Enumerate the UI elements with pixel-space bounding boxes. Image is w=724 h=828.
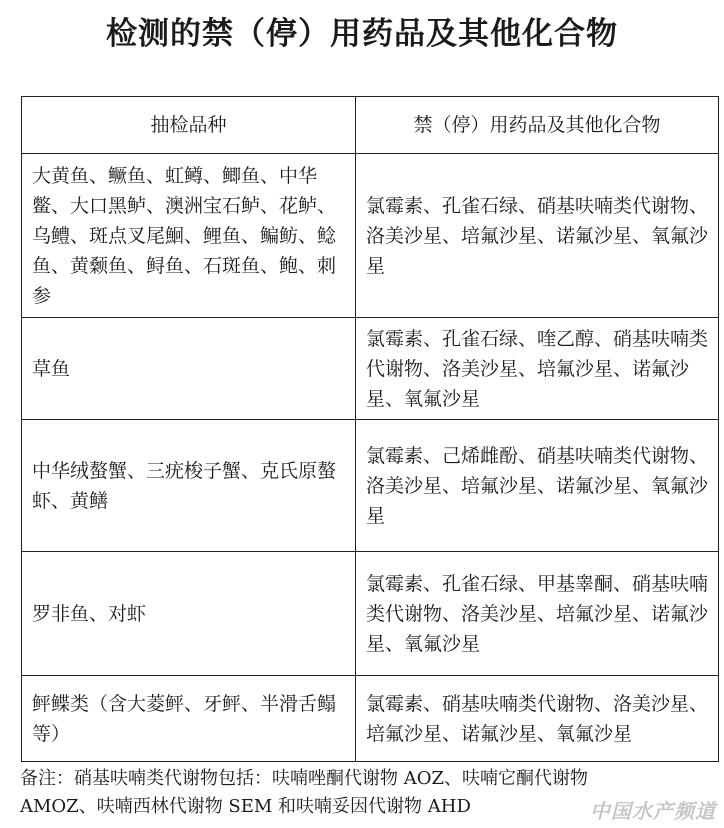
watermark-logo: 中国水产频道 — [590, 799, 716, 823]
document-title: 检测的禁（停）用药品及其他化合物 — [106, 16, 618, 52]
species-cell: 鲆鲽类（含大菱鲆、牙鲆、半滑舌鳎等） — [22, 676, 356, 762]
species-cell: 罗非鱼、对虾 — [22, 552, 356, 676]
table-row — [22, 676, 719, 762]
table-row — [22, 318, 719, 420]
species-cell: 大黄鱼、鳜鱼、虹鳟、鲫鱼、中华鳖、大口黑鲈、澳洲宝石鲈、花鲈、乌鳢、斑点叉尾鮰、鲤鱼、鳊鲂、鲶鱼、黄颡鱼、鲟鱼、石斑鱼、鲍、刺参 — [22, 154, 356, 318]
species-cell: 中华绒螯蟹、三疣梭子蟹、克氏原螯虾、黄鳝 — [22, 420, 356, 552]
compounds-cell: 氯霉素、硝基呋喃类代谢物、洛美沙星、培氟沙星、诺氟沙星、氧氟沙星 — [356, 676, 719, 762]
header-species: 抽检品种 — [22, 97, 356, 154]
species-cell: 草鱼 — [22, 318, 356, 420]
table-row — [22, 552, 719, 676]
compounds-cell: 氯霉素、己烯雌酚、硝基呋喃类代谢物、洛美沙星、培氟沙星、诺氟沙星、氧氟沙星 — [356, 420, 719, 552]
inspection-table — [21, 96, 719, 762]
compounds-cell: 氯霉素、孔雀石绿、喹乙醇、硝基呋喃类代谢物、洛美沙星、培氟沙星、诺氟沙星、氧氟沙星 — [356, 318, 719, 420]
table-row — [22, 154, 719, 318]
footnote-line-2: AMOZ、呋喃西林代谢物 SEM 和呋喃妥因代谢物 AHD — [20, 796, 471, 817]
table-row — [22, 420, 719, 552]
compounds-cell: 氯霉素、孔雀石绿、硝基呋喃类代谢物、洛美沙星、培氟沙星、诺氟沙星、氧氟沙星 — [356, 154, 719, 318]
footnote-line-1: 备注：硝基呋喃类代谢物包括：呋喃唑酮代谢物 AOZ、呋喃它酮代谢物 — [20, 768, 588, 789]
compounds-cell: 氯霉素、孔雀石绿、甲基睾酮、硝基呋喃类代谢物、洛美沙星、培氟沙星、诺氟沙星、氧氟沙星 — [356, 552, 719, 676]
header-compounds: 禁（停）用药品及其他化合物 — [356, 97, 719, 154]
table-header-row — [22, 97, 719, 154]
